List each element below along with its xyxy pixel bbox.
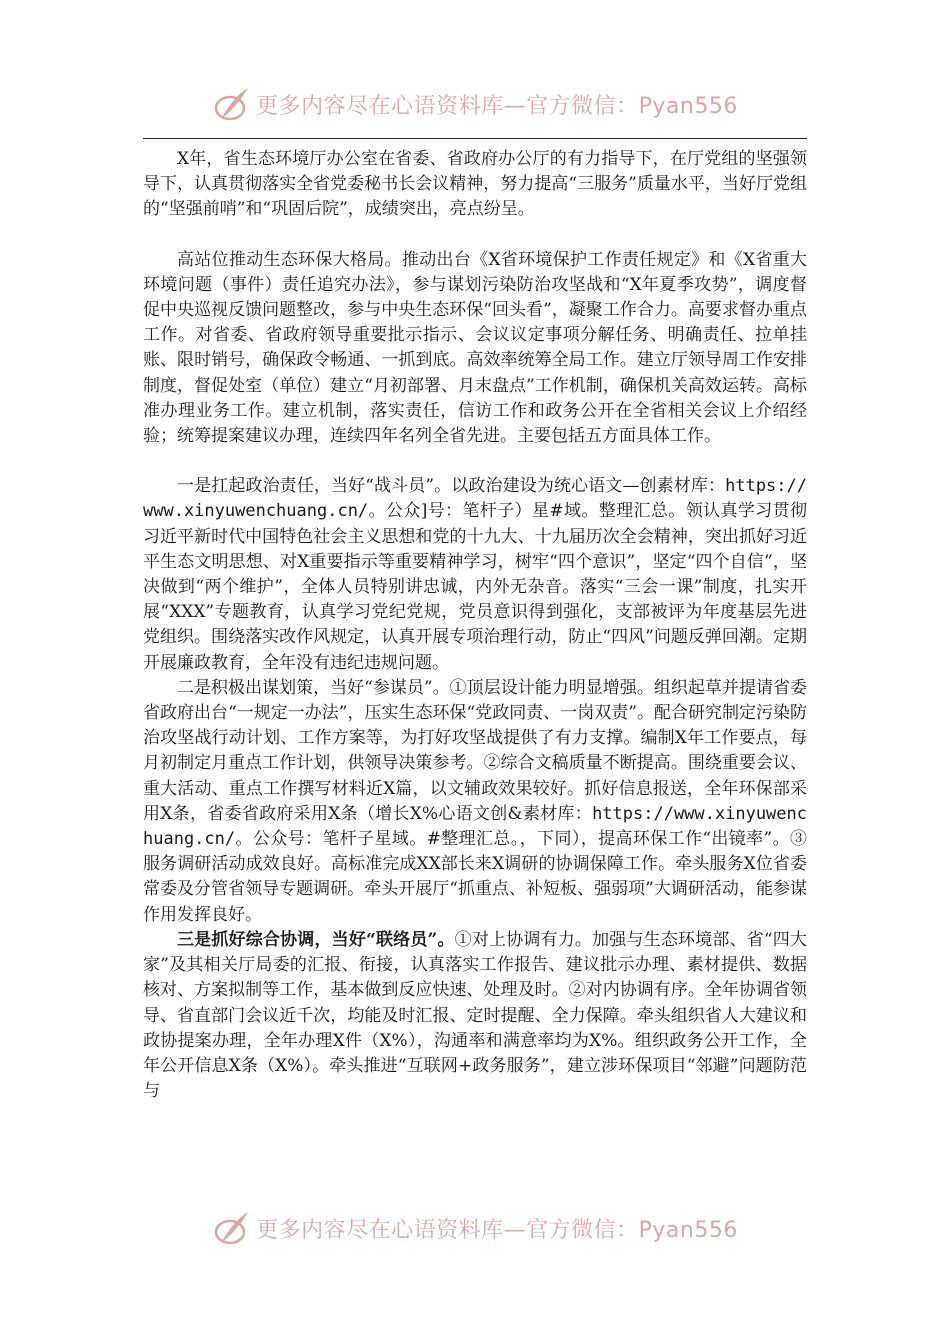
- quill-logo-icon: [212, 1208, 252, 1248]
- url-link[interactable]: https://www.xinyuwenchuang.cn/: [143, 476, 807, 522]
- header-banner: [0, 82, 950, 126]
- header-banner-text: 更多内容尽在心语资料库—官方微信：Pyan556: [256, 93, 738, 119]
- url-link[interactable]: https://www.xinyuwenchuang.cn/: [143, 803, 807, 850]
- paragraph-text: 。公众号：笔杆子星域。#整理汇总。，下同），提高环保工作“出镜率”。③服务调研活动成效良好。高标准完成XX部长来X调研的协调保障工作。牵头服务X位省委常委及分管省领导专题调研。牵头开展厅“抓重点、补短板、强弱项”大调研活动，能参谋作用发挥良好。: [143, 829, 807, 925]
- paragraph-text: ①对上协调有力。加强与生态环境部、省“四大家”及其相关厅局委的汇报、衔接，认真落实工作报告、建议批示办理、素材提供、数据核对、方案拟制等工作，基本做到反应快速、处理及时。②对内协调有序。全年协调省领导、省直部门会议近千次，均能及时汇报、定时提醒、全力保障。牵头组织省人大建议和政协提案办理，全年办理X件（X%），沟通率和满意率均为X%。组织政务公开工作，全年公开信息X条（X%）。牵头推进“互联网+政务服务”，建立涉环保项目“邻避”问题防范与: [143, 929, 807, 1102]
- footer-banner: [0, 1206, 950, 1250]
- document-body: [143, 147, 807, 1104]
- paragraph-advisory: [143, 676, 807, 928]
- paragraph-text: 。公众]号：笔杆子）星#域。整理汇总。领认真学习贯彻习近平新时代中国特色社会主义思想和党的十九大、十九届历次全会精神，突出抓好习近平生态文明思想、对X重要指示等重要精神学习，树牢“四个意识”，坚定“四个自信”，坚决做到“两个维护”，全体人员特别讲忠诚，内外无杂音。落实“三会一课”制度，扎实开展“XXX”专题教育，认真学习党纪党规，党员意识得到强化，支部被评为年度基层先进党组织。围绕落实改作风规定，认真开展专项治理行动，防止“四风”问题反弹回潮。定期开展廉政教育，全年没有违纪违规问题。: [143, 501, 807, 673]
- paragraph-heading: 三是抓好综合协调，当好“联络员”。: [177, 929, 455, 950]
- paragraph-political-duty: [143, 474, 807, 676]
- paragraph-intro: X年，省生态环境厅办公室在省委、省政府办公厅的有力指导下，在厅党组的坚强领导下，认真贯彻落实全省党委秘书长会议精神，努力提高“三服务”质量水平，当好厅党组的“坚强前哨”和“巩固后院”，成绩突出，亮点纷呈。: [143, 149, 807, 220]
- paragraph-text: 二是积极出谋划策，当好“参谋员”。①顶层设计能力明显增强。组织起草并提请省委省政府出台“一规定一办法”，压实生态环保“党政同责、一岗双责”。配合研究制定污染防治攻坚战行动计划、工作方案等，为打好攻坚战提供了有力支撑。编制X年工作要点，每月初制定月重点工作计划，供领导决策参考。②综合文稿质量不断提高。围绕重要会议、重大活动、重点工作撰写材料近X篇，以文辅政效果较好。抓好信息报送，全年环保部采用X条，省委省政府采用X条（增长X%心语文创&素材库：: [143, 677, 807, 824]
- paragraph-coordination: [143, 928, 807, 1104]
- quill-logo-icon: [212, 84, 252, 124]
- paragraph-text: 一是扛起政治责任，当好“战斗员”。以政治建设为统心语文—创素材库：: [177, 476, 726, 497]
- header-divider: [143, 138, 807, 139]
- footer-banner-text: 更多内容尽在心语资料库—官方微信：Pyan556: [256, 1217, 738, 1243]
- paragraph-overview: 高站位推动生态环保大格局。推动出台《X省环境保护工作责任规定》和《X省重大环境问题（事件）责任追究办法》，参与谋划污染防治攻坚战和“X年夏季攻势”，调度督促中央巡视反馈问题整改，参与中央生态环保“回头看”，凝聚工作合力。高要求督办重点工作。对省委、省政府领导重要批示指示、会议议定事项分解任务、明确责任、拉单挂账、限时销号，确保政令畅通、一抓到底。高效率统筹全局工作。建立厅领导周工作安排制度，督促处室（单位）建立“月初部署、月末盘点”工作机制，确保机关高效运转。高标准办理业务工作。建立机制，落实责任，信访工作和政务公开在全省相关会议上介绍经验；统筹提案建议办理，连续四年名列全省先进。主要包括五方面具体工作。: [143, 249, 807, 447]
